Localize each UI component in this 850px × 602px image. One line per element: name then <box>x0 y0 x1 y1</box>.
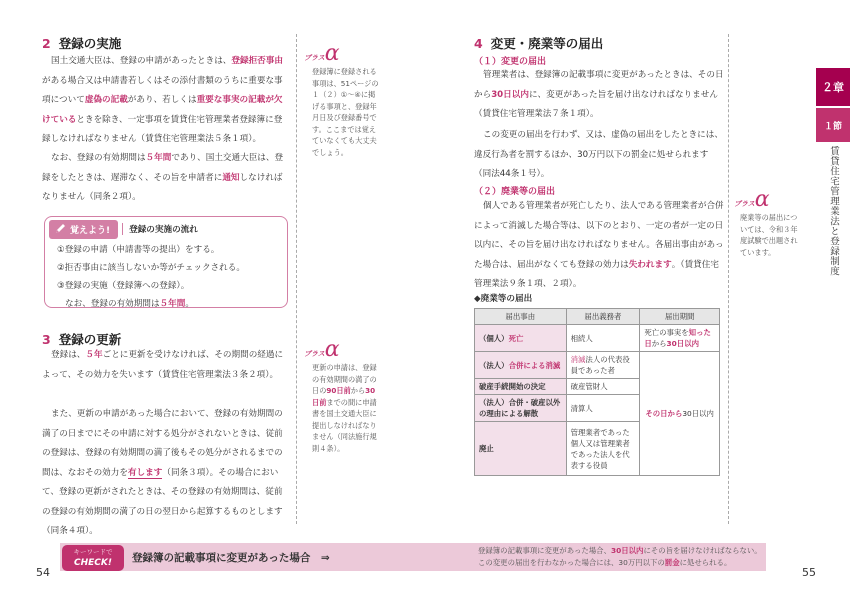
section-2-para-1 <box>42 52 290 150</box>
table-cell-reason <box>475 352 567 379</box>
memo-note: なお、登録の有効期間は５年間。 <box>65 299 194 309</box>
emphasis-text: 30日前 <box>312 386 376 407</box>
text-run: に、変更があった旨を届け出なければなりません（賃貸住宅管理業法７条１項）。 <box>474 89 718 119</box>
keyword-question: 登録簿の記載事項に変更があった場合 ⇒ <box>132 552 330 564</box>
section-3-heading: 3 登録の更新 <box>42 332 122 347</box>
subject-tab-label: 賃貸住宅管理業法と登録制度 <box>828 146 839 276</box>
emphasis-text: 90日前 <box>326 386 351 395</box>
memo-body <box>45 239 287 319</box>
table-cell-duty <box>566 352 640 379</box>
text-run: 死亡の事実を <box>644 328 689 337</box>
text-run: であり、国土交通大臣は、登録をしたときは、遅滞なく、その旨を申請者に <box>42 153 284 183</box>
table-cell-reason <box>475 395 567 422</box>
text-run: 廃止 <box>479 444 494 453</box>
table-cell-reason <box>475 379 567 395</box>
text-run: （同条３項）。その場合において、登録の更新がされたときは、その登録の有効期間は、従前の登録の有効期間の満了の日の翌日から起算するものとします（同条４項）。 <box>42 467 283 536</box>
table-cell-period-merged <box>640 352 720 476</box>
emphasis-text: 死亡 <box>508 333 524 343</box>
memo-title: 登録の実施の流れ <box>129 225 198 235</box>
text-run: から <box>350 386 366 395</box>
text-run: 相続人 <box>570 333 593 343</box>
subheading-abolition-notice: （２）廃業等の届出 <box>474 187 556 197</box>
emphasis-text: 失われます <box>628 259 672 270</box>
text-run: までの間に申請書を国土交通大臣に提出しなければなりません（同法施行規則４条）。 <box>312 397 377 453</box>
plus-alpha-logo: プラス α <box>304 337 340 362</box>
text-run: 法人の代表役員であった者 <box>570 355 630 375</box>
text-run: 個人である管理業者が死亡したり、法人である管理業者が合併によって消滅した場合等は、以下のとおり、一定の者が一定の日以内に、その旨を届け出なければなりません。各届出事由があった場合は、届出がなくても登録の効力は <box>474 201 724 270</box>
text-run: （法人） <box>479 360 509 370</box>
section-4-para-2 <box>474 126 724 185</box>
section-3-para-2 <box>42 405 290 542</box>
abolition-notice-table <box>474 308 720 476</box>
plus-alpha-note-2 <box>304 338 380 454</box>
plus-alpha-text: 登録簿に登録される事項は、51ページの１（２）①～④に掲げる事項と、登録年月日及び登録番号です。ここまでは覚えていなくても大丈夫でしょう。 <box>312 67 379 157</box>
emphasis-text: 通知 <box>222 172 240 183</box>
emphasis-text: 知った日 <box>644 328 711 348</box>
table-header: 届出義務者 <box>566 309 640 325</box>
memo-item: ③登録の実施（登録簿への登録）。 <box>57 281 190 291</box>
emphasis-text: 有します <box>127 467 163 478</box>
right-column-divider <box>728 34 729 524</box>
memo-item: ②拒否事由に該当しないか等がチェックされる。 <box>57 263 245 273</box>
text-run: 30日以内 <box>682 409 714 418</box>
text-run: があり、若しくは <box>127 95 197 105</box>
table-header-row <box>475 309 720 325</box>
text-run: ごとに更新を受けなければ、その期間の経過によって、その効力を失います（賃貸住宅管理業法３条２項）。 <box>42 350 284 380</box>
section-tab[interactable]: １節 <box>816 108 850 142</box>
table-row <box>475 325 720 352</box>
plus-alpha-note-1 <box>304 42 380 158</box>
text-run: 国土交通大臣は、登録の申請があったときは、 <box>51 56 232 66</box>
memo-tag: 覚えよう! <box>49 220 118 239</box>
text-run: 管理業者であった個人又は管理業者であった法人を代表する役員 <box>570 427 630 470</box>
plus-alpha-logo: プラス α <box>304 41 340 66</box>
emphasis-text: 罰金 <box>664 558 680 567</box>
text-run: 。（賃貸住宅管理業法９条１項、２項）。 <box>474 259 719 289</box>
plus-alpha-logo: プラス α <box>734 187 770 212</box>
text-run: （法人）合併・破産以外の理由による解散 <box>479 398 561 418</box>
memo-divider <box>122 223 123 235</box>
text-run: しなければなりません（同条２項）。 <box>42 172 283 202</box>
table-cell-duty <box>566 422 640 476</box>
text-run: 管理業者は、登録簿の記載事項に変更があったときは、その日から <box>474 70 724 100</box>
emphasis-text: 30日以内 <box>491 89 529 100</box>
text-run: 更新の申請は、登録の有効期間の満了の日の <box>312 363 377 395</box>
text-run: 破産管財人 <box>570 382 608 391</box>
emphasis-text: 登録拒否事由 <box>231 56 283 66</box>
page-number-right: 55 <box>802 566 816 579</box>
table-row <box>475 352 720 379</box>
text-run: にその旨を届けなければならない。この変更の届出を行わなかった場合には、30万円以下の <box>478 546 762 567</box>
keyword-answer <box>478 545 762 569</box>
table-cell-duty <box>566 325 640 352</box>
plus-alpha-text <box>304 362 380 454</box>
table-cell-duty <box>566 379 640 395</box>
emphasis-text: ５年 <box>85 350 103 360</box>
table-header: 届出期間 <box>640 309 720 325</box>
text-run: なお、登録の有効期間は <box>51 153 146 163</box>
plus-alpha-text: 廃業等の届出については、令和３年度試験で出題されています。 <box>740 213 798 257</box>
text-run: （個人） <box>479 333 509 343</box>
emphasis-text: 30日以内 <box>610 546 644 555</box>
text-run: に処せられる。 <box>679 558 732 567</box>
text-run: 登録は、 <box>51 350 86 360</box>
pencil-icon <box>55 222 67 237</box>
table-cell-duty <box>566 395 640 422</box>
emphasis-text: 重要な事実の記載が欠けている <box>42 95 283 125</box>
page-number-left: 54 <box>36 566 50 579</box>
memo-item: ①登録の申請（申請書等の提出）をする。 <box>57 245 220 255</box>
section-2-para-2 <box>42 149 290 208</box>
table-caption: ◆廃業等の届出 <box>474 294 533 304</box>
text-run: から <box>651 339 667 348</box>
table-cell-reason <box>475 422 567 476</box>
emphasis-text: その日から <box>645 409 683 418</box>
section-4-para-3 <box>474 197 724 295</box>
table-cell-period <box>640 325 720 352</box>
chapter-tab[interactable]: ２章 <box>816 68 850 106</box>
table-header: 届出事由 <box>475 309 567 325</box>
text-run: 破産手続開始の決定 <box>479 382 546 391</box>
plus-alpha-note-3 <box>734 188 804 258</box>
text-run: ときを除き、一定事項を賃貸住宅管理業者登録簿に登録しなければなりません（賃貸住宅管理業法５条１項）。 <box>42 114 283 144</box>
section-3-para-1 <box>42 346 290 385</box>
keyword-check-badge: キーワードで CHECK! <box>62 545 124 571</box>
memo-box <box>44 216 288 308</box>
section-4-para-1 <box>474 66 724 125</box>
text-run: 清算人 <box>570 403 593 413</box>
section-2-heading: 2 登録の実施 <box>42 36 122 51</box>
emphasis-text: ５年間 <box>145 153 172 163</box>
table-cell-reason <box>475 325 567 352</box>
emphasis-text: 合併による消滅 <box>508 360 561 370</box>
text-run: がある場合又は申請書若しくはその添付書類のうちに重要な事項について <box>42 75 283 105</box>
section-4-heading: 4 変更・廃業等の届出 <box>474 36 604 51</box>
text-run: 登録簿の記載事項に変更があった場合、 <box>478 546 611 555</box>
text-run: また、更新の申請があった場合において、登録の有効期間の満了の日までにその申請に対する処分がされないときは、従前の登録は、登録の有効期間の満了後もその処分がされるまでの間は、なおその効力を <box>42 409 283 478</box>
text-run: この変更の届出を行わず、又は、虚偽の届出をしたときには、違反行為者を罰するほか、30万円以下の罰金に処せられます（同法44条１号）。 <box>474 130 723 179</box>
emphasis-text: 30日以内 <box>666 339 699 348</box>
emphasis-text: 虚偽の記載 <box>84 95 128 105</box>
subheading-change-notice: （１）変更の届出 <box>474 57 547 67</box>
left-column-divider <box>296 34 297 524</box>
emphasis-text: 消滅 <box>570 355 586 364</box>
